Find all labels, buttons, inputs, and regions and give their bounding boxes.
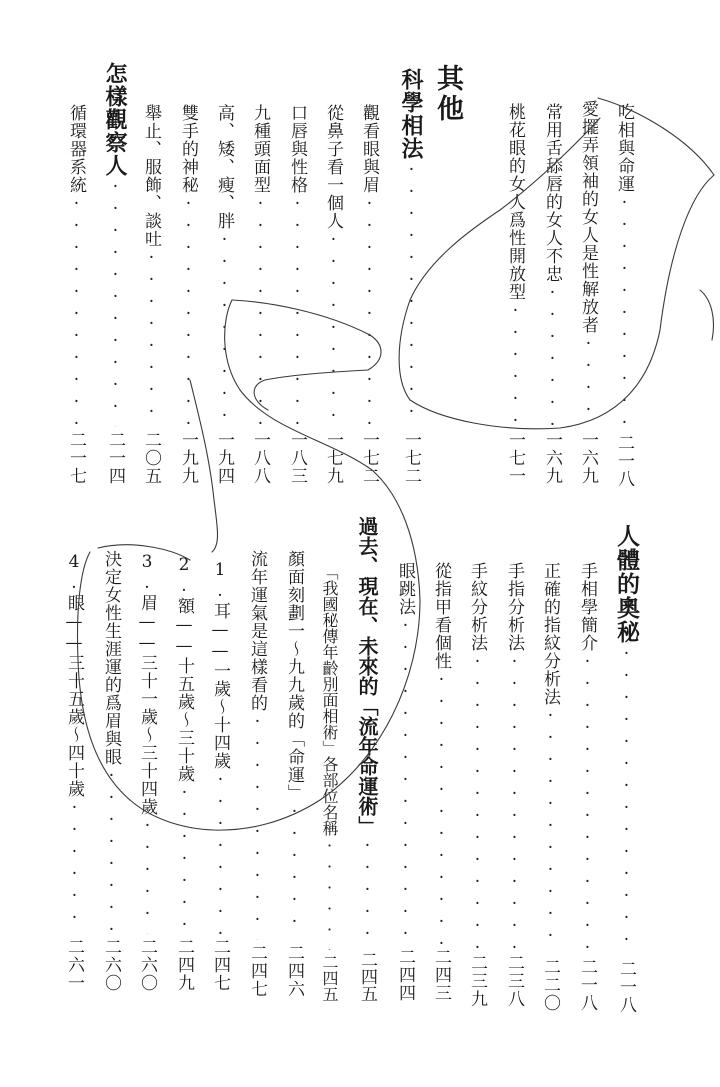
toc-entry-palmistry[interactable] — [575, 562, 600, 1012]
toc-entry-eating[interactable] — [612, 103, 637, 488]
heading-title: 人體的奧秘 — [613, 524, 640, 644]
leader-dots — [248, 712, 268, 940]
toc-entry-women-career[interactable] — [99, 550, 124, 992]
entry-page: 二二〇 — [540, 958, 560, 1012]
toc-entry-lips[interactable] — [285, 104, 310, 485]
toc-entry-forehead[interactable] — [172, 555, 197, 992]
heading-title: 怎樣觀察人 — [102, 62, 128, 177]
toc-entry-ear[interactable] — [208, 560, 233, 992]
leader-dots — [578, 652, 598, 954]
leader-dots — [142, 248, 162, 427]
entry-title: 高、矮、瘦、胖 — [214, 104, 234, 230]
entry-title: 九種頭面型 — [250, 104, 270, 194]
entry-page: 二〇五 — [141, 431, 161, 485]
entry-page: 一八八 — [250, 431, 270, 485]
toc-entry-nails[interactable] — [429, 562, 454, 1002]
entry-page: 一八三 — [287, 431, 307, 485]
entry-page: 二一八 — [577, 958, 597, 1012]
leader-dots — [402, 160, 422, 427]
leader-dots — [288, 194, 308, 427]
entry-title: 雙手的神秘 — [178, 104, 198, 194]
entry-title: 顏面刻劃一～九九歲的「命運」 — [284, 550, 304, 802]
leader-dots — [432, 670, 452, 944]
toc-entry-peach-eyes[interactable] — [503, 103, 528, 485]
entry-title: 流年運氣是這樣看的 — [247, 550, 267, 712]
toc-entry-body-types[interactable] — [212, 104, 237, 485]
entry-title: 「我國秘傳年齡別面相術」各部位名稱 — [320, 564, 339, 836]
toc-entry-eyes-brows[interactable] — [357, 104, 382, 485]
entry-title: 桃花眼的女人爲性開放型 — [505, 103, 525, 301]
entry-page: 二三八 — [504, 954, 524, 1008]
leader-dots — [251, 194, 271, 427]
entry-page: 二一八 — [614, 434, 634, 488]
entry-page: 二四三 — [431, 948, 451, 1002]
entry-title: 從指甲看個性 — [431, 562, 451, 670]
section-heading-fortune[interactable] — [353, 516, 382, 1002]
leader-dots — [215, 230, 235, 427]
leader-dots — [579, 334, 599, 427]
toc-entry-face-destiny[interactable] — [282, 550, 307, 998]
entry-title: 眼跳法 — [395, 562, 415, 616]
entry-page: 二一七 — [66, 431, 86, 485]
entry-page: 二四七 — [247, 944, 267, 998]
leader-dots — [102, 766, 122, 934]
entry-page: 一七九 — [323, 431, 343, 485]
entry-page: 一七二 — [401, 431, 421, 485]
entry-title: 2.額——十五歲～三十歲 — [174, 555, 194, 783]
entry-page: 二四六 — [284, 944, 304, 998]
section-heading-observe[interactable] — [100, 62, 131, 485]
entry-page: 二四九 — [174, 938, 194, 992]
entry-title: 舉止、服飾、談吐 — [141, 104, 161, 248]
entry-title: 口唇與性格 — [287, 104, 307, 194]
toc-entry-hands[interactable] — [176, 104, 201, 485]
leader-dots — [211, 770, 231, 934]
leader-dots — [179, 194, 199, 427]
leader-dots — [506, 301, 526, 427]
entry-page: 二四五 — [357, 951, 377, 1002]
leader-dots — [505, 652, 525, 950]
toc-entry-yearly-luck[interactable] — [245, 550, 270, 998]
entry-page: 二一八 — [616, 960, 636, 1014]
entry-page: 二一四 — [105, 431, 125, 485]
entry-page: 一六九 — [578, 431, 598, 485]
entry-page: 一七二 — [359, 431, 379, 485]
leader-dots — [324, 230, 344, 427]
entry-title: 常用舌舔唇的女人不忠 — [542, 103, 562, 283]
entry-page: 一九九 — [178, 431, 198, 485]
toc-entry-circulatory[interactable] — [64, 104, 89, 485]
toc-entry-face-types[interactable] — [248, 104, 273, 485]
leader-dots — [468, 652, 488, 950]
heading-title: 過去、現在、未來的「流年命運術」 — [355, 516, 379, 836]
section-heading-body[interactable] — [610, 524, 643, 1014]
entry-title: 從鼻子看一個人 — [323, 104, 343, 230]
leader-dots — [285, 802, 305, 940]
entry-title: 觀看眼與眉 — [359, 104, 379, 194]
entry-title: 愛擺弄領袖的女人是性解放者 — [578, 100, 598, 334]
entry-page: 二六一 — [64, 938, 84, 992]
entry-title: 手紋分析法 — [467, 562, 487, 652]
leader-dots — [615, 193, 635, 430]
leader-dots — [543, 283, 563, 427]
entry-title: 手相學簡介 — [577, 562, 597, 652]
leader-dots — [320, 836, 339, 950]
entry-title: 手指分析法 — [504, 562, 524, 652]
toc-entry-palm-lines[interactable] — [465, 562, 490, 1008]
entry-page: 二六〇 — [137, 938, 157, 992]
leader-dots — [541, 706, 561, 954]
entry-page: 二四五 — [320, 954, 339, 1002]
leader-dots — [617, 644, 637, 956]
toc-entry-nose[interactable] — [321, 104, 346, 485]
subheading-title: 科學相法 — [398, 68, 424, 160]
leader-dots — [65, 798, 85, 934]
entry-title: 循環器系統 — [66, 104, 86, 194]
entry-title: 吃相與命運 — [614, 103, 634, 193]
entry-page: 一九四 — [214, 431, 234, 485]
entry-page: 二六〇 — [101, 938, 121, 992]
entry-page: 一七一 — [505, 431, 525, 485]
section-heading-other: 其他 — [432, 64, 463, 124]
toc-entry-finger[interactable] — [502, 562, 527, 1008]
leader-dots — [396, 616, 416, 944]
toc-entry-brow[interactable] — [135, 552, 160, 992]
entry-title: 正確的指紋分析法 — [540, 562, 560, 706]
toc-entry-face-names[interactable] — [318, 564, 341, 1002]
leader-dots — [358, 836, 378, 947]
leader-dots — [138, 816, 158, 934]
entry-page: 二三九 — [467, 954, 487, 1008]
entry-page: 一六九 — [542, 431, 562, 485]
entry-title: 1.耳——一歲～十四歲 — [210, 560, 230, 770]
entry-page: 二四七 — [210, 938, 230, 992]
entry-page: 二四四 — [395, 948, 415, 1002]
leader-dots — [67, 194, 87, 427]
toc-entry-manners[interactable] — [139, 104, 164, 485]
leader-dots — [106, 177, 126, 427]
toc-entry-eye-twitch[interactable] — [393, 562, 418, 1002]
entry-title: 4.眼——三十五歲～四十歲 — [64, 552, 84, 798]
section-subheading-science[interactable] — [396, 68, 427, 485]
entry-title: 決定女性生涯運的爲眉與眼 — [101, 550, 121, 766]
leader-dots — [360, 194, 380, 427]
entry-title: 3.眉——三十一歲～三十四歲 — [137, 552, 157, 816]
toc-entry-tongue[interactable] — [540, 103, 565, 485]
leader-dots — [175, 783, 195, 934]
toc-entry-fingerprint[interactable] — [538, 562, 563, 1012]
toc-entry-eye[interactable] — [62, 552, 87, 992]
toc-entry-collar[interactable] — [576, 100, 601, 485]
